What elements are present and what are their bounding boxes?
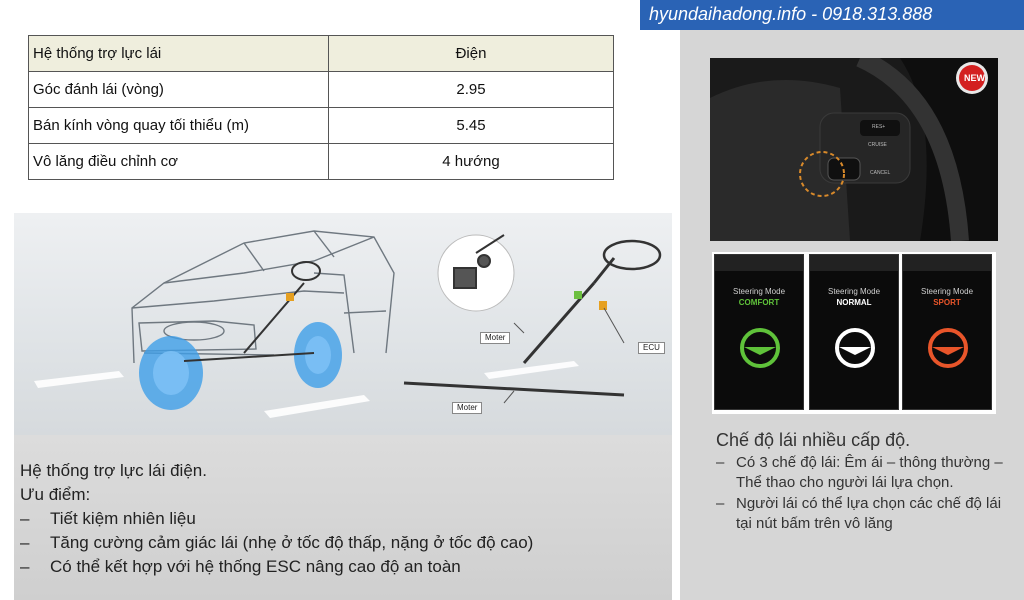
ecu-label: ECU: [638, 342, 665, 354]
steering-wheel-icon: [832, 325, 878, 371]
mode-name: NORMAL: [836, 298, 872, 307]
bullet-dash: –: [716, 495, 725, 512]
list-item-text: Người lái có thể lựa chọn các chế độ lái tại nút bấm trên vô lăng: [736, 495, 1002, 532]
steering-mode-screens: [712, 252, 996, 414]
table-row: [29, 72, 614, 108]
list-item-text: Tiết kiệm nhiên liệu: [50, 509, 196, 528]
electric-steering-description: [14, 435, 672, 600]
list-item: [20, 531, 672, 555]
bullet-dash: –: [20, 509, 30, 528]
drive-mode-description: [716, 430, 1006, 535]
spec-value: Điện: [329, 36, 614, 72]
spec-label: Bán kính vòng quay tối thiểu (m): [29, 108, 329, 144]
spec-label: Hệ thống trợ lực lái: [29, 36, 329, 72]
table-row: [29, 144, 614, 180]
desc-advantages-heading: Ưu điểm:: [20, 485, 91, 504]
spec-value: 5.45: [329, 108, 614, 144]
spec-value: 2.95: [329, 72, 614, 108]
table-row: [29, 36, 614, 72]
cancel-button-label: CANCEL: [870, 170, 891, 176]
list-item: [20, 555, 672, 579]
steering-wheel-icon: [737, 325, 783, 371]
res-button-label: RES+: [872, 124, 886, 130]
mode-title: Steering Mode: [732, 287, 786, 296]
table-row: [29, 108, 614, 144]
list-item-text: Tăng cường cảm giác lái (nhẹ ở tốc độ thấp, nặng ở tốc độ cao): [50, 533, 534, 552]
mode-title: Steering Mode: [827, 287, 881, 296]
mode-title: Steering Mode: [920, 287, 974, 296]
spec-label: Góc đánh lái (vòng): [29, 72, 329, 108]
spec-label: Vô lăng điều chỉnh cơ: [29, 144, 329, 180]
mode-screen-normal: [809, 254, 899, 410]
desc-title: Hệ thống trợ lực lái điện.: [20, 461, 207, 480]
mode-screen-comfort: [714, 254, 804, 410]
motor-label-bottom: Moter: [452, 402, 482, 414]
steering-wheel-photo: [710, 58, 998, 241]
steering-diagram-svg: [14, 213, 672, 435]
bullet-dash: –: [20, 557, 30, 576]
drive-mode-heading: Chế độ lái nhiều cấp độ.: [716, 430, 911, 450]
list-item: [20, 507, 672, 531]
mode-screen-sport: [902, 254, 992, 410]
cruise-button-label: CRUISE: [868, 142, 887, 148]
spec-table: [28, 35, 614, 180]
list-item: [716, 453, 1006, 493]
steering-system-illustration: [14, 213, 672, 435]
spec-value: 4 hướng: [329, 144, 614, 180]
mode-name: COMFORT: [738, 298, 780, 307]
bullet-dash: –: [716, 454, 725, 471]
list-item-text: Có thể kết hợp với hệ thống ESC nâng cao độ an toàn: [50, 557, 461, 576]
list-item: [716, 494, 1006, 534]
mode-name: SPORT: [933, 298, 961, 307]
bullet-dash: –: [20, 533, 30, 552]
motor-label-top: Moter: [480, 332, 510, 344]
steering-wheel-icon: [925, 325, 971, 371]
watermark-banner: hyundaihadong.info - 0918.313.888: [640, 0, 1024, 30]
list-item-text: Có 3 chế độ lái: Êm ái – thông thường – Thể thao cho người lái lựa chọn.: [736, 454, 1003, 491]
steering-wheel-photo-svg: [710, 58, 998, 241]
new-badge: NEW: [964, 73, 985, 83]
